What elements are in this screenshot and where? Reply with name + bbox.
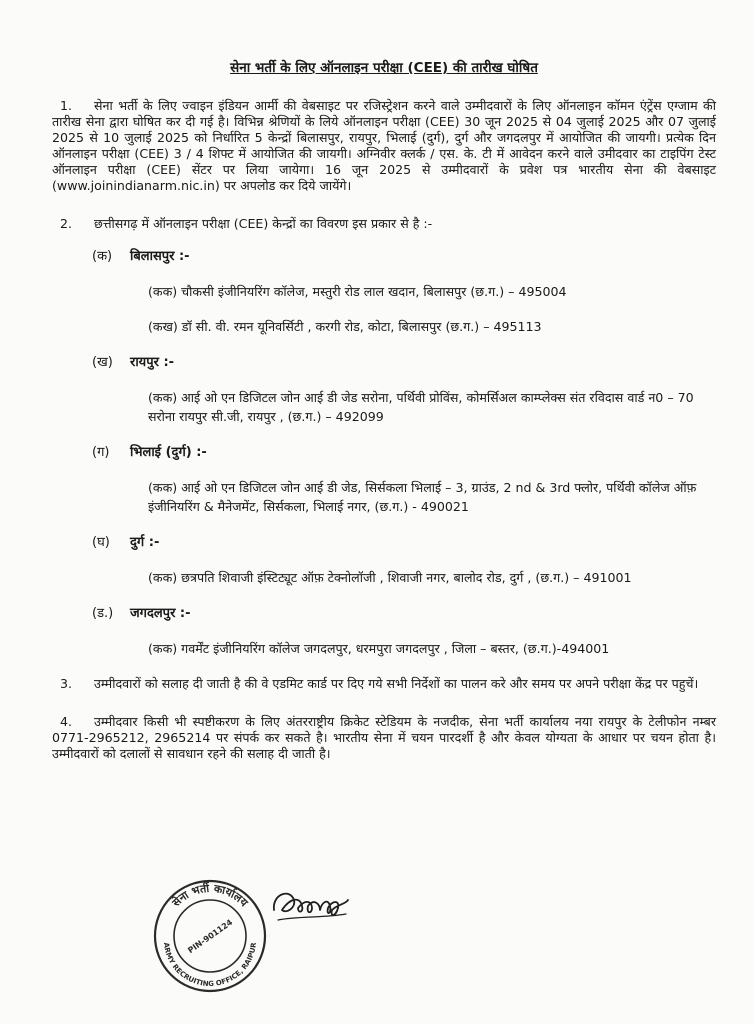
center-address: (कख) डॉ सी. वी. रमन यूनिवर्सिटी , करगी रोड, कोटा, बिलासपुर (छ.ग.) – 495113 (148, 319, 542, 334)
center-marker: (ख) (92, 355, 113, 370)
svg-text:सेना भर्ती कार्यालय (168, 881, 251, 910)
paragraph-1-text: सेना भर्ती के लिए ज्वाइन इंडियन आर्मी की वेबसाइट पर रजिस्ट्रेशन करने वाले उम्मीदवारों के लिए ऑनलाइन कॉमन एंट्रेंस एग्जाम की तारीख सेना द्वारा घोषित कर दी गई है। विभिन्न श्रेणियों के लिये ऑनलाइन परीक्षा (CEE) 30 जून 2025 से 04 जुलाई 2025 और 07 जुलाई 2025 से 10 जुलाई 2025 को निर्धारित 5 केन्द्रों बिलासपुर, रायपुर, भिलाई (दुर्ग), दुर्ग और जगदलपुर में आयोजित की जायगी। प्रत्येक दिन ऑनलाइन परीक्षा (CEE) 3 / 4 शिफ्ट में आयोजित की जायगी। अग्निवीर क्लर्क / एस. के. टी में आवेदन करने वाले उमीदवार का टाइपिंग टेस्ट ऑनलाइन परीक्षा (CEE) सेंटर पर लिया जायेगा। 16 जून 2025 से उम्मीदवारों के प्रवेश पत्र भारतीय सेना की वेबसाइट (www.joinindianarm.nic.in) पर अपलोड कर दिये जायेंगे। (52, 98, 716, 193)
paragraph-4-number: 4. (60, 714, 73, 729)
paragraph-3 (52, 676, 716, 692)
paragraph-2 (52, 216, 716, 232)
signature (268, 880, 354, 930)
paragraph-1-number: 1. (60, 98, 73, 113)
seal-top-text: सेना भर्ती कार्यालय (169, 881, 251, 910)
center-address: (कक) छत्रपति शिवाजी इंस्टिट्यूट ऑफ़ टेक्नोलॉजी , शिवाजी नगर, बालोद रोड, दुर्ग , (छ.ग.) – 491001 (148, 570, 632, 585)
center-name: दुर्ग :- (130, 535, 160, 550)
seal-icon (150, 876, 270, 996)
center-address: (कक) आई ओ एन डिजिटल जोन आई डी जेड सरोना, पर्थिवी प्रोविंस, कोमर्सिअल काम्प्लेक्स संत रविदास वार्ड न0 – 70 सरोना रायपुर सी.जी, रायपुर , (छ.ग.) – 492099 (148, 390, 694, 424)
notice-title: सेना भर्ती के लिए ऑनलाइन परीक्षा (CEE) की तारीख घोषित (230, 60, 538, 76)
center-address: (कक) आई ओ एन डिजिटल जोन आई डी जेड, सिर्सकला भिलाई – 3, ग्राउंड, 2 nd & 3rd फ्लोर, पर्थिवी कॉलेज ऑफ़ इंजीनियरिंग & मैनेजमेंट, सिर्सकला, भिलाई नगर, (छ.ग.) - 490021 (148, 480, 697, 514)
center-address: (कक) चौकसी इंजीनियरिंग कॉलेज, मस्तुरी रोड लाल खदान, बिलासपुर (छ.ग.) – 495004 (148, 284, 567, 299)
paragraph-4 (52, 714, 716, 762)
paragraph-1 (52, 98, 716, 194)
center-name: भिलाई (दुर्ग) :- (130, 445, 207, 460)
center-bhilai-heading (92, 442, 716, 460)
paragraph-2-text: छत्तीसगढ़ में ऑनलाइन परीक्षा (CEE) केन्द्रों का विवरण इस प्रकार से है :- (94, 216, 433, 231)
center-name: रायपुर :- (130, 355, 175, 370)
center-durg-heading (92, 532, 716, 550)
office-seal (150, 876, 270, 996)
center-marker: (ड.) (92, 606, 114, 621)
paragraph-3-number: 3. (60, 676, 73, 691)
paragraph-2-number: 2. (60, 216, 73, 231)
center-name: बिलासपुर :- (130, 249, 190, 264)
center-raipur-heading (92, 352, 716, 370)
seal-bottom-text: ARMY RECRUITING OFFICE, RAIPUR (162, 942, 258, 989)
center-address: (कक) गवर्मेंट इंजीनियरिंग कॉलेज जगदलपुर, धरमपुरा जगदलपुर , जिला – बस्तर, (छ.ग.)-494001 (148, 641, 610, 656)
signature-icon (268, 880, 354, 930)
center-marker: (ग) (92, 445, 110, 460)
center-marker: (क) (92, 249, 113, 264)
paragraph-3-text: उम्मीदवारों को सलाह दी जाती है की वे एडमिट कार्ड पर दिए गये सभी निर्देशों का पालन करे और समय पर अपने परीक्षा केंद्र पर पहुचें। (94, 676, 699, 691)
center-marker: (घ) (92, 535, 110, 550)
center-bilaspur-heading (92, 246, 716, 264)
paragraph-4-text: उम्मीदवार किसी भी स्पष्टीकरण के लिए अंतरराष्ट्रीय क्रिकेट स्टेडियम के नजदीक, सेना भर्ती कार्यालय नया रायपुर के टेलीफोन नम्बर 0771-2965212, 2965214 पर संपर्क कर सकते है। भारतीय सेना में चयन पारदर्शी है और केवल योग्यता के आधार पर चयन होता है। उम्मीदवारों को दलालों से सावधान रहने की सलाह दी जाती है। (52, 714, 716, 761)
seal-center-text: PIN-901124 (186, 917, 235, 956)
center-jagdalpur-heading (92, 603, 716, 621)
center-name: जगदलपुर :- (130, 606, 191, 621)
